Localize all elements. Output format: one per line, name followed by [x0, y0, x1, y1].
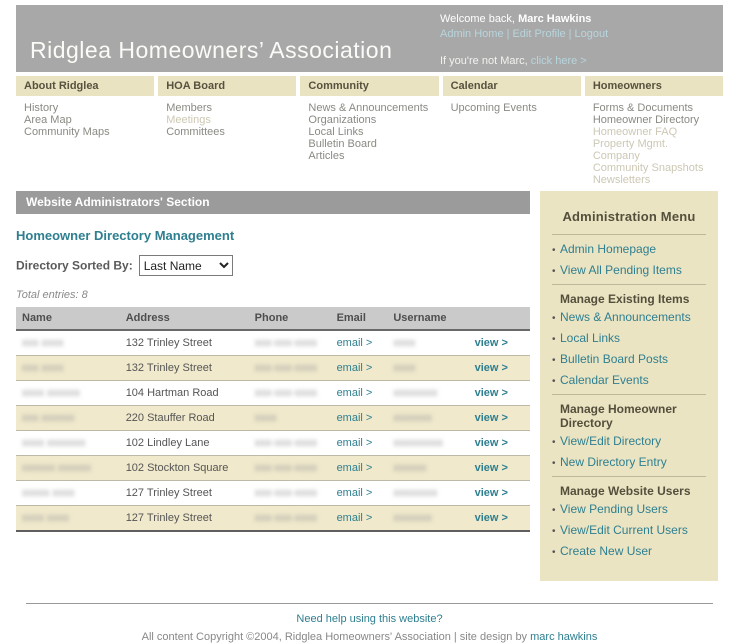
- sidebar-item-news-announcements[interactable]: [552, 310, 706, 324]
- redacted-username: xxxxxxx: [393, 412, 432, 424]
- nav-item-bulletin-board[interactable]: Bulletin Board: [308, 138, 377, 150]
- sidebar-heading-existing-items: Manage Existing Items: [560, 292, 690, 306]
- nav-col-about: [16, 76, 154, 186]
- table-row: [16, 406, 530, 431]
- redacted-name: xxxxxx xxxxxx: [22, 462, 92, 474]
- redacted-name: xxx xxxx: [22, 362, 64, 374]
- address-cell: 220 Stauffer Road: [120, 406, 249, 431]
- sidebar-item-view-edit-directory[interactable]: [552, 434, 706, 448]
- sidebar-link[interactable]: View/Edit Directory: [560, 434, 662, 448]
- account-links: [440, 27, 608, 42]
- view-link[interactable]: view >: [474, 487, 508, 499]
- sidebar-link[interactable]: Bulletin Board Posts: [560, 352, 669, 366]
- nav-title-homeowners: Homeowners: [585, 76, 723, 96]
- nav-col-calendar: [443, 76, 581, 186]
- sidebar-item-local-links[interactable]: [552, 331, 706, 345]
- nav-title-hoa-board: HOA Board: [158, 76, 296, 96]
- site-title: Ridglea Homeowners’ Association: [30, 37, 393, 63]
- nav-item-organizations[interactable]: Organizations: [308, 114, 377, 126]
- sidebar-item-view-pending-users[interactable]: [552, 502, 706, 516]
- email-link[interactable]: email >: [336, 512, 373, 524]
- view-link[interactable]: view >: [474, 412, 508, 424]
- view-link[interactable]: view >: [474, 362, 508, 374]
- redacted-name: xxx xxxxxx: [22, 412, 75, 424]
- nav-item-articles[interactable]: Articles: [308, 150, 345, 162]
- sidebar-item-view-edit-current-users[interactable]: [552, 523, 706, 537]
- sidebar-link[interactable]: View All Pending Items: [560, 263, 682, 277]
- redacted-username: xxxxxxxx: [393, 487, 438, 499]
- bullet-icon: •: [552, 266, 556, 277]
- nav-item-community-snapshots: Community Snapshots: [592, 162, 704, 174]
- view-link[interactable]: view >: [474, 387, 508, 399]
- user-name: Marc Hawkins: [518, 13, 592, 25]
- nav-col-community: [300, 76, 438, 186]
- col-header-name: Name: [16, 307, 120, 330]
- bullet-icon: •: [552, 313, 556, 324]
- sidebar-link[interactable]: View Pending Users: [560, 502, 668, 516]
- sort-label: Directory Sorted By:: [16, 258, 133, 273]
- help-link[interactable]: Need help using this website?: [296, 613, 443, 625]
- total-entries: Total entries: 8: [16, 289, 88, 301]
- nav-col-homeowners: [585, 76, 723, 186]
- table-header-row: [16, 307, 530, 330]
- nav-item-news-announcements[interactable]: News & Announcements: [308, 102, 429, 114]
- designer-link[interactable]: marc hawkins: [530, 631, 598, 643]
- nav-item-committees[interactable]: Committees: [166, 126, 225, 138]
- redacted-username: xxxxxx: [393, 462, 427, 474]
- nav-item-members[interactable]: Members: [166, 102, 213, 114]
- nav-item-community-maps[interactable]: Community Maps: [24, 126, 110, 138]
- bullet-icon: •: [552, 526, 556, 537]
- masthead-user-block: [440, 12, 608, 69]
- content-column: [16, 191, 530, 581]
- redacted-username: xxxxxxxx: [393, 387, 438, 399]
- nav-item-homeowner-faq: Homeowner FAQ: [592, 126, 678, 138]
- view-link[interactable]: view >: [474, 462, 508, 474]
- welcome-text: Welcome back,: [440, 13, 515, 25]
- nav-item-property-mgmt: Property Mgmt. Company: [592, 138, 668, 162]
- address-cell: 102 Stockton Square: [120, 456, 249, 481]
- copyright-line: [26, 631, 713, 643]
- email-link[interactable]: email >: [336, 437, 373, 449]
- table-row: [16, 456, 530, 481]
- redacted-name: xxx xxxx: [22, 337, 64, 349]
- table-row: [16, 481, 530, 506]
- table-row: [16, 381, 530, 406]
- nav-item-forms-documents[interactable]: Forms & Documents: [592, 102, 694, 114]
- col-header-phone: Phone: [249, 307, 331, 330]
- sort-row: [16, 255, 530, 276]
- bullet-icon: •: [552, 437, 556, 448]
- divider: [552, 394, 706, 395]
- not-you-text: If you're not Marc,: [440, 55, 528, 67]
- email-link[interactable]: email >: [336, 412, 373, 424]
- address-cell: 102 Lindley Lane: [120, 431, 249, 456]
- divider: [552, 284, 706, 285]
- redacted-phone: xxx-xxx-xxxx: [254, 512, 317, 524]
- sidebar-link[interactable]: Admin Homepage: [560, 242, 657, 256]
- nav-col-hoa-board: [158, 76, 296, 186]
- nav-title-community: Community: [300, 76, 438, 96]
- masthead: [16, 5, 723, 72]
- bullet-icon: •: [552, 355, 556, 366]
- redacted-username: xxxxxxx: [393, 512, 432, 524]
- sidebar-heading-homeowner-directory: Manage Homeowner Directory: [560, 402, 677, 430]
- redacted-username: xxxxxxxxx: [393, 437, 443, 449]
- sidebar-link[interactable]: Local Links: [560, 331, 621, 345]
- directory-table: [16, 307, 530, 532]
- separator: |: [568, 28, 572, 40]
- copyright-text: All content Copyright ©2004, Ridglea Homeowners' Association | site design by: [141, 631, 528, 643]
- nav-item-newsletters: Newsletters: [592, 174, 651, 186]
- redacted-username: xxxx: [393, 362, 416, 374]
- sidebar-item-new-directory-entry[interactable]: [552, 455, 706, 469]
- admin-home-link[interactable]: Admin Home: [440, 28, 504, 40]
- not-you-line: [440, 54, 608, 69]
- nav-item-upcoming-events[interactable]: Upcoming Events: [450, 102, 537, 114]
- sidebar-item-calendar-events[interactable]: [552, 373, 706, 387]
- email-link[interactable]: email >: [336, 362, 373, 374]
- nav-title-about: About Ridglea: [16, 76, 154, 96]
- col-header-email: Email: [331, 307, 388, 330]
- email-link[interactable]: email >: [336, 487, 373, 499]
- bullet-icon: •: [552, 547, 556, 558]
- address-cell: 127 Trinley Street: [120, 506, 249, 532]
- redacted-name: xxxxx xxxx: [22, 487, 75, 499]
- nav-item-homeowner-directory[interactable]: Homeowner Directory: [592, 114, 700, 126]
- sidebar-item-create-new-user[interactable]: [552, 544, 706, 558]
- sidebar-link[interactable]: News & Announcements: [560, 310, 691, 324]
- sidebar-item-bulletin-board-posts[interactable]: [552, 352, 706, 366]
- main-area: [16, 191, 723, 581]
- col-header-username: Username: [387, 307, 452, 330]
- bullet-icon: •: [552, 245, 556, 256]
- bullet-icon: •: [552, 376, 556, 387]
- address-cell: 132 Trinley Street: [120, 330, 249, 356]
- col-header-address: Address: [120, 307, 249, 330]
- redacted-phone: xxx-xxx-xxxx: [254, 462, 317, 474]
- table-row: [16, 506, 530, 532]
- sidebar-heading-website-users: Manage Website Users: [560, 484, 691, 498]
- email-link[interactable]: email >: [336, 387, 373, 399]
- footer: [26, 603, 713, 643]
- bullet-icon: •: [552, 334, 556, 345]
- logout-link[interactable]: Logout: [574, 28, 609, 40]
- redacted-phone: xxx-xxx-xxxx: [254, 362, 317, 374]
- view-link[interactable]: view >: [474, 437, 508, 449]
- table-row: [16, 330, 530, 356]
- email-link[interactable]: email >: [336, 462, 373, 474]
- col-header-view: [453, 307, 530, 330]
- redacted-phone: xxx-xxx-xxxx: [254, 437, 317, 449]
- sidebar-link[interactable]: Calendar Events: [560, 373, 649, 387]
- email-link[interactable]: email >: [336, 337, 373, 349]
- redacted-name: xxxx xxxxxxx: [22, 437, 86, 449]
- sidebar-title: Administration Menu: [562, 209, 696, 224]
- welcome-line: [440, 12, 608, 27]
- nav-item-area-map[interactable]: Area Map: [24, 114, 72, 126]
- sidebar-item-view-pending-items[interactable]: [552, 263, 706, 277]
- redacted-phone: xxx-xxx-xxxx: [254, 487, 317, 499]
- click-here-link[interactable]: click here >: [530, 55, 587, 67]
- bullet-icon: •: [552, 458, 556, 469]
- bullet-icon: •: [552, 505, 556, 516]
- sidebar-link[interactable]: Create New User: [560, 544, 653, 558]
- address-cell: 104 Hartman Road: [120, 381, 249, 406]
- main-nav: [16, 76, 723, 186]
- view-link[interactable]: view >: [474, 512, 508, 524]
- nav-title-calendar: Calendar: [443, 76, 581, 96]
- nav-item-meetings: Meetings: [166, 114, 211, 126]
- section-title-bar: Website Administrators' Section: [16, 191, 530, 214]
- nav-item-history[interactable]: History: [24, 102, 59, 114]
- edit-profile-link[interactable]: Edit Profile: [512, 28, 566, 40]
- redacted-name: xxxx xxxxxx: [22, 387, 81, 399]
- sidebar-link[interactable]: New Directory Entry: [560, 455, 667, 469]
- redacted-username: xxxx: [393, 337, 416, 349]
- redacted-name: xxxx xxxx: [22, 512, 70, 524]
- admin-sidebar: [540, 191, 718, 581]
- redacted-phone: xxx-xxx-xxxx: [254, 387, 317, 399]
- sort-select[interactable]: [139, 255, 233, 276]
- sidebar-link[interactable]: View/Edit Current Users: [560, 523, 688, 537]
- table-row: [16, 431, 530, 456]
- view-link[interactable]: view >: [474, 337, 508, 349]
- nav-item-local-links[interactable]: Local Links: [308, 126, 364, 138]
- page-title[interactable]: Homeowner Directory Management: [16, 228, 235, 243]
- divider: [552, 234, 706, 235]
- table-row: [16, 356, 530, 381]
- redacted-phone: xxx-xxx-xxxx: [254, 337, 317, 349]
- divider: [552, 476, 706, 477]
- address-cell: 132 Trinley Street: [120, 356, 249, 381]
- separator: |: [506, 28, 510, 40]
- redacted-phone: xxxx: [254, 412, 277, 424]
- sidebar-item-admin-homepage[interactable]: [552, 242, 706, 256]
- address-cell: 127 Trinley Street: [120, 481, 249, 506]
